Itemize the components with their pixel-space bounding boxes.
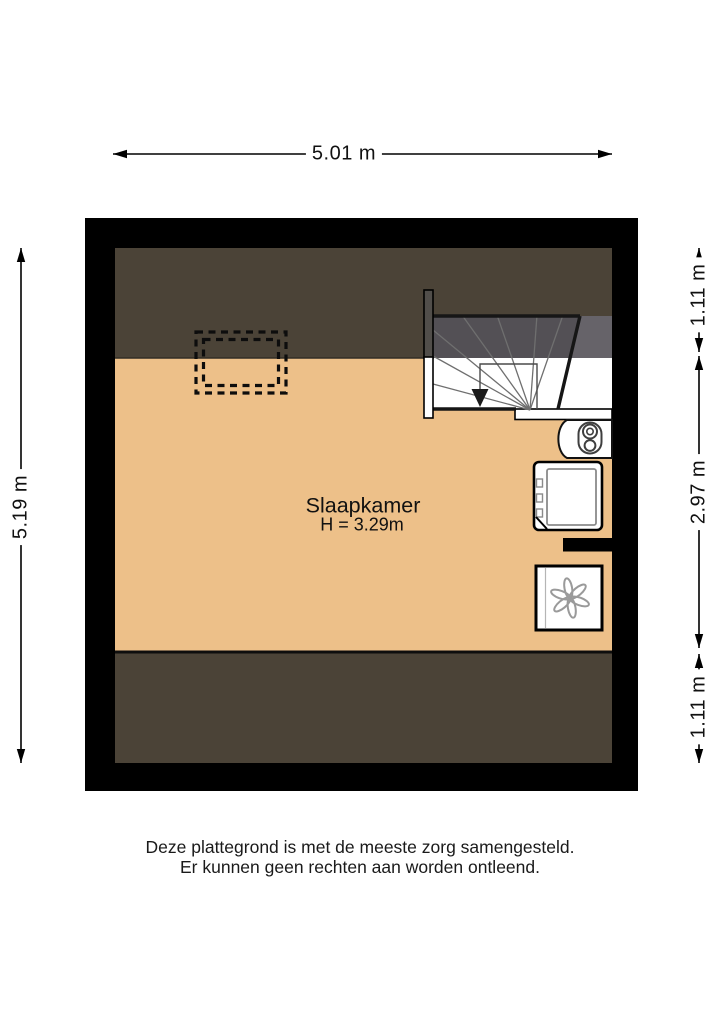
stair-left-wall [424,290,433,418]
arrowhead-up-icon [17,248,25,262]
arrowhead-down-icon [17,749,25,763]
arrowhead-right-icon [598,150,612,158]
ventilation-unit [536,566,602,630]
boiler-fixture [558,420,612,458]
arrowhead-up-icon [695,356,703,370]
arrowhead-down-icon [695,749,703,763]
disclaimer-line-2: Er kunnen geen rechten aan worden ontleend. [180,857,540,877]
dimension-label-left-height: 5.19 m [10,469,33,545]
washing-machine-hinges [537,479,543,517]
interior-wall-stub [563,538,612,552]
dimension-label-right-middle: 2.97 m [688,454,711,530]
room-name-label: Slaapkamer [305,493,421,518]
arrowhead-down-icon [695,338,703,352]
arrowhead-up-icon [695,654,703,668]
arrowhead-left-icon [113,150,127,158]
room-height-label: H = 3.29m [320,514,404,535]
arrowhead-down-icon [695,634,703,648]
stair-landing-step [515,409,612,420]
disclaimer-line-1: Deze plattegrond is met de meeste zorg samengesteld. [145,837,575,857]
dimension-label-top-width: 5.01 m [306,143,382,166]
stair-lower-white-area [433,358,612,409]
washing-machine [534,462,602,530]
dimension-label-right-bottom: 1.11 m [688,670,711,745]
dimension-label-right-top: 1.11 m [688,258,711,333]
